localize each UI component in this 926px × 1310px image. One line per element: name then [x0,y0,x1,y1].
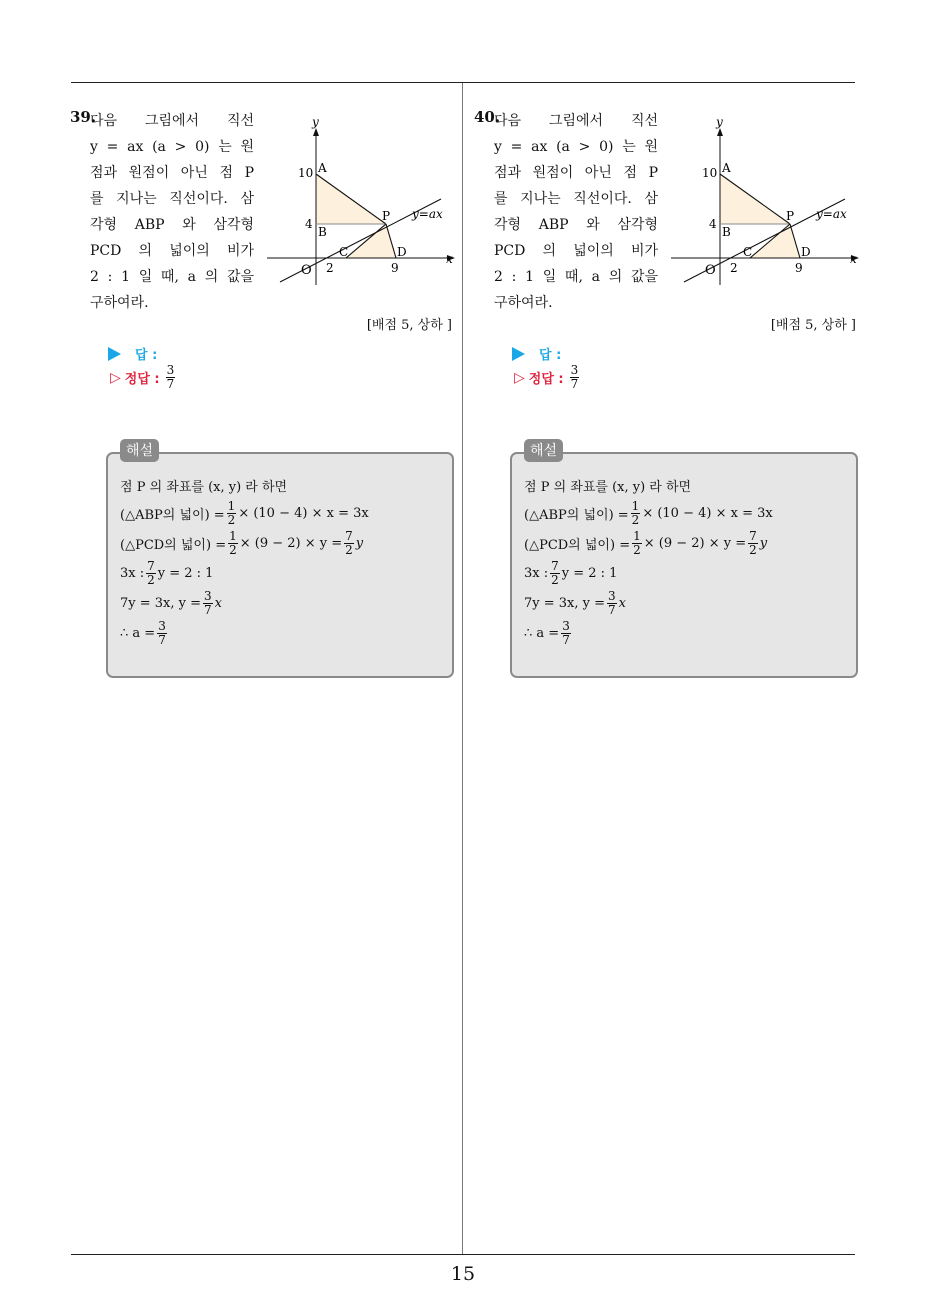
coordinate-figure [669,110,859,285]
problem-text-line: y = ax (a > 0) 는 원 [90,139,254,155]
column-divider [462,83,463,1254]
solution-line-1: 점 P 의 좌표를 (x, y) 라 하면 [524,479,692,495]
problem-text [494,108,658,316]
problem-text-line: PCD 의 넓이의 비가 [494,243,658,259]
problem-text-line: y = ax (a > 0) 는 원 [494,139,658,155]
tick-9: 9 [391,261,399,275]
problem-text-line: 를 지나는 직선이다. 삼 [90,191,254,207]
line-label: y=ax [412,207,443,221]
solution-line-2: (△ABP의 넓이) = $\frac{1}{2}$ × (10 − 4) × x = 3x [524,498,773,527]
tick-4: 4 [305,217,313,231]
solution-tag: 해설 [120,439,159,462]
solution-line-6: ∴ a = $\frac{3}{7}$ [524,618,570,647]
problem-40 [474,100,866,700]
outline-triangle-icon: ▷ [110,369,121,386]
correct-answer-fraction: $\frac{3}{7}$ [166,363,175,391]
problem-text-line: 점과 원점이 아닌 점 P [494,165,658,181]
problem-text-line: PCD 의 넓이의 비가 [90,243,254,259]
solution-line-1: 점 P 의 좌표를 (x, y) 라 하면 [120,479,288,495]
problem-text-line: 점과 원점이 아닌 점 P [90,165,254,181]
problem-text-line: 2 : 1 일 때, a 의 값을 [494,269,658,285]
bottom-rule [71,1254,855,1255]
play-triangle-icon [108,347,121,361]
play-triangle-icon [512,347,525,361]
outline-triangle-icon: ▷ [514,369,525,386]
label-d: D [397,245,407,259]
problem-text-line: 각형 ABP 와 삼각형 [90,217,254,233]
label-b: B [722,225,731,239]
label-c: C [743,245,753,259]
tick-4: 4 [709,217,717,231]
x-axis-label: x [446,252,453,266]
problem-text-line: 구하여라. [494,295,553,311]
triangle-pcd [346,224,396,258]
answer-label: 답 : [135,348,158,363]
label-a: A [318,161,327,175]
problem-39 [70,100,462,700]
label-c: C [339,245,349,259]
score-label: [배점 5, 상하 ] [770,318,856,333]
problem-text-line: 를 지나는 직선이다. 삼 [494,191,658,207]
solution-line-4: 3x : $\frac{7}{2}$ y = 2 : 1 [524,558,618,587]
correct-answer-row [110,364,177,391]
problem-text [90,108,254,316]
problem-text-line: 다음 그림에서 직선 [494,113,658,129]
tick-10: 10 [298,166,314,180]
y-axis-label: y [312,115,319,129]
solution-line-4: 3x : $\frac{7}{2}$ y = 2 : 1 [120,558,214,587]
solution-line-2: (△ABP의 넓이) = $\frac{1}{2}$ × (10 − 4) × x = 3x [120,498,369,527]
problem-text-line: 2 : 1 일 때, a 의 값을 [90,269,254,285]
top-rule [71,82,855,83]
line-label: y=ax [816,207,847,221]
solution-box [106,452,454,678]
tick-9: 9 [795,261,803,275]
page-number: 15 [450,1263,476,1285]
y-axis-label: y [716,115,723,129]
correct-label: 정답 : [124,372,160,387]
x-axis-label: x [850,252,857,266]
tick-10: 10 [702,166,718,180]
solution-line-3: (△PCD의 넓이) = $\frac{1}{2}$ × (9 − 2) × y = $\frac{7}{2}$ y [524,528,768,557]
solution-tag: 해설 [524,439,563,462]
coordinate-figure [265,110,455,285]
solution-line-3: (△PCD의 넓이) = $\frac{1}{2}$ × (9 − 2) × y = $\frac{7}{2}$ y [120,528,364,557]
problem-number: 40. [474,108,501,126]
problem-number: 39. [70,108,97,126]
label-o: O [705,263,716,278]
solution-line-5: 7y = 3x, y = $\frac{3}{7}$ x [120,588,222,617]
label-a: A [722,161,731,175]
answer-row [108,344,157,363]
label-d: D [801,245,811,259]
label-o: O [301,263,312,278]
problem-text-line: 다음 그림에서 직선 [90,113,254,129]
label-p: P [382,209,391,223]
correct-label: 정답 : [528,372,564,387]
label-b: B [318,225,327,239]
solution-line-6: ∴ a = $\frac{3}{7}$ [120,618,166,647]
correct-answer-row [514,364,581,391]
correct-answer-fraction: $\frac{3}{7}$ [570,363,579,391]
triangle-pcd [750,224,800,258]
problem-text-line: 각형 ABP 와 삼각형 [494,217,658,233]
solution-box [510,452,858,678]
answer-row [512,344,561,363]
score-label: [배점 5, 상하 ] [366,318,452,333]
answer-label: 답 : [539,348,562,363]
problem-text-line: 구하여라. [90,295,149,311]
tick-2: 2 [326,261,334,275]
solution-line-5: 7y = 3x, y = $\frac{3}{7}$ x [524,588,626,617]
label-p: P [786,209,795,223]
tick-2: 2 [730,261,738,275]
